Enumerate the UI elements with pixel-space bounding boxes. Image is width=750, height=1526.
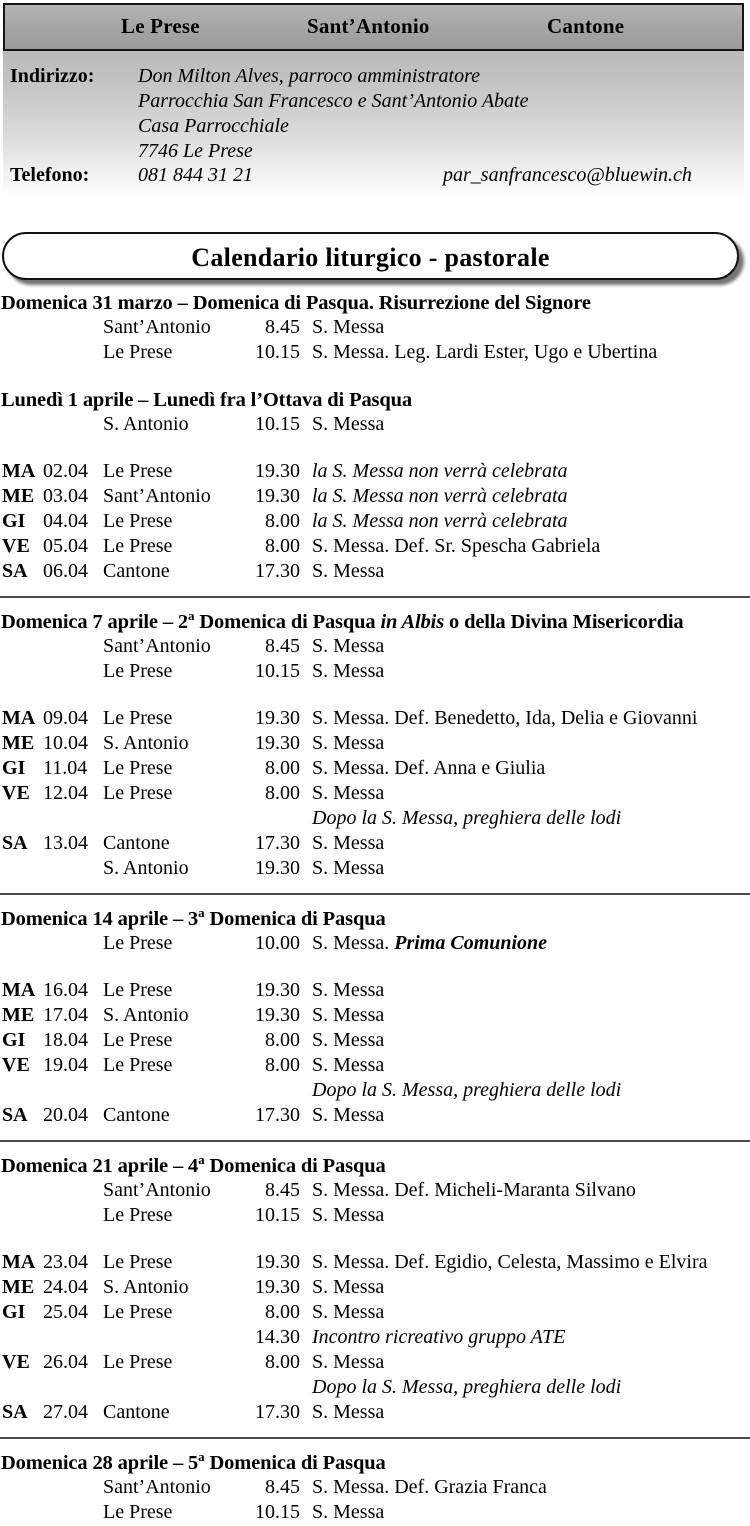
event-description: S. Messa. Def. Micheli-Maranta Silvano xyxy=(312,1179,636,1201)
parish-locations-bar xyxy=(3,3,744,51)
event-location: S. Antonio xyxy=(103,1276,189,1298)
calendar-event-row xyxy=(0,1401,750,1426)
calendar-event-row xyxy=(0,1204,750,1229)
calendar-event-row xyxy=(0,316,750,341)
spacer xyxy=(0,1129,750,1140)
calendar-event-row xyxy=(0,635,750,660)
event-description: S. Messa xyxy=(312,1004,385,1026)
event-description: S. Messa. Def. Egidio, Celesta, Massimo e Elvira xyxy=(312,1251,708,1273)
event-location: Le Prese xyxy=(103,660,173,682)
liturgical-calendar xyxy=(0,291,750,1526)
event-description: Dopo la S. Messa, preghiera delle lodi xyxy=(312,807,622,829)
event-location: S. Antonio xyxy=(103,732,189,754)
page-title: Calendario liturgico - pastorale xyxy=(191,243,550,272)
event-date: 03.04 xyxy=(43,485,88,507)
event-time: 19.30 xyxy=(255,707,300,729)
event-weekday: SA xyxy=(2,1401,28,1423)
event-date: 19.04 xyxy=(43,1054,88,1076)
calendar-event-row xyxy=(0,757,750,782)
spacer xyxy=(0,366,750,388)
event-time: 14.30 xyxy=(255,1326,300,1348)
event-description: S. Messa xyxy=(312,635,385,657)
event-time: 19.30 xyxy=(255,485,300,507)
calendar-event-row xyxy=(0,932,750,957)
event-location: Le Prese xyxy=(103,707,173,729)
spacer xyxy=(0,957,750,979)
week-heading-secondary: Lunedì 1 aprile – Lunedì fra l’Ottava di Pasqua xyxy=(1,389,412,411)
calendar-event-row xyxy=(0,1276,750,1301)
spacer xyxy=(0,1439,750,1451)
event-date: 09.04 xyxy=(43,707,88,729)
event-description: S. Messa. Def. Sr. Spescha Gabriela xyxy=(312,535,601,557)
event-description: S. Messa xyxy=(312,857,385,879)
event-location: Cantone xyxy=(103,832,170,854)
week-heading: Domenica 7 aprile – 2$^a$ Domenica di Pasqua in Albis o della Divina Misericordia xyxy=(1,608,684,633)
event-time: 19.30 xyxy=(255,732,300,754)
calendar-event-row xyxy=(0,732,750,757)
event-date: 02.04 xyxy=(43,460,88,482)
event-location: Le Prese xyxy=(103,460,173,482)
event-description: S. Messa xyxy=(312,316,385,338)
address-line-4: 7746 Le Prese xyxy=(138,140,253,162)
address-line-3: Casa Parrocchiale xyxy=(138,115,289,137)
event-location: Sant’Antonio xyxy=(103,316,211,338)
event-date: 18.04 xyxy=(43,1029,88,1051)
calendar-week-block xyxy=(0,1426,750,1526)
event-weekday: ME xyxy=(2,1276,35,1298)
event-weekday: MA xyxy=(2,460,36,482)
event-description: S. Messa xyxy=(312,1029,385,1051)
event-location: S. Antonio xyxy=(103,413,189,435)
event-weekday: MA xyxy=(2,979,36,1001)
event-location: Cantone xyxy=(103,1104,170,1126)
email-address[interactable]: par_sanfrancesco@bluewin.ch xyxy=(443,164,692,186)
week-heading: Domenica 21 aprile – 4$^a$ Domenica di Pasqua xyxy=(1,1152,386,1177)
calendar-event-row xyxy=(0,1501,750,1526)
event-time: 8.00 xyxy=(265,535,300,557)
event-location: Sant’Antonio xyxy=(103,1179,211,1201)
calendar-event-row xyxy=(0,1179,750,1204)
event-weekday: GI xyxy=(2,1301,26,1323)
event-location: Le Prese xyxy=(103,535,173,557)
event-description: S. Messa xyxy=(312,979,385,1001)
event-description: la S. Messa non verrà celebrata xyxy=(312,485,568,507)
event-weekday: SA xyxy=(2,560,28,582)
event-description: S. Messa xyxy=(312,413,385,435)
event-weekday: VE xyxy=(2,535,30,557)
event-weekday: VE xyxy=(2,1351,30,1373)
event-date: 27.04 xyxy=(43,1401,88,1423)
event-location: Le Prese xyxy=(103,1251,173,1273)
calendar-event-row xyxy=(0,413,750,438)
event-time: 19.30 xyxy=(255,979,300,1001)
event-weekday: ME xyxy=(2,732,35,754)
event-date: 04.04 xyxy=(43,510,88,532)
event-time: 8.00 xyxy=(265,757,300,779)
event-weekday: VE xyxy=(2,782,30,804)
event-description: S. Messa xyxy=(312,1276,385,1298)
event-date: 26.04 xyxy=(43,1351,88,1373)
parish-contact-panel xyxy=(3,51,744,196)
event-time: 8.00 xyxy=(265,1029,300,1051)
event-description: S. Messa xyxy=(312,1054,385,1076)
phone-label: Telefono: xyxy=(10,164,90,186)
event-location: Cantone xyxy=(103,1401,170,1423)
event-description: S. Messa xyxy=(312,1204,385,1226)
event-description: S. Messa xyxy=(312,1351,385,1373)
event-description: S. Messa. Def. Anna e Giulia xyxy=(312,757,546,779)
event-time: 8.00 xyxy=(265,510,300,532)
event-description: Dopo la S. Messa, preghiera delle lodi xyxy=(312,1079,622,1101)
event-location: Le Prese xyxy=(103,1351,173,1373)
event-weekday: ME xyxy=(2,485,35,507)
event-weekday: MA xyxy=(2,1251,36,1273)
event-time: 8.00 xyxy=(265,1351,300,1373)
parish-column-santantonio: Sant’Antonio xyxy=(307,14,430,38)
event-time: 8.45 xyxy=(265,316,300,338)
event-time: 8.00 xyxy=(265,1301,300,1323)
event-date: 23.04 xyxy=(43,1251,88,1273)
event-date: 13.04 xyxy=(43,832,88,854)
event-location: Le Prese xyxy=(103,1204,173,1226)
calendar-event-row xyxy=(0,460,750,485)
address-line-2: Parrocchia San Francesco e Sant’Antonio Abate xyxy=(138,90,529,112)
calendar-title-box xyxy=(2,232,739,280)
event-location: Le Prese xyxy=(103,932,173,954)
event-description: S. Messa. Leg. Lardi Ester, Ugo e Ubertina xyxy=(312,341,658,363)
event-description: Dopo la S. Messa, preghiera delle lodi xyxy=(312,1376,622,1398)
calendar-event-row xyxy=(0,979,750,1004)
week-heading: Domenica 31 marzo – Domenica di Pasqua. Risurrezione del Signore xyxy=(1,292,591,314)
event-time: 10.15 xyxy=(255,341,300,363)
event-weekday: VE xyxy=(2,1054,30,1076)
event-description: Incontro ricreativo gruppo ATE xyxy=(312,1326,566,1348)
phone-number: 081 844 31 21 xyxy=(138,164,253,186)
calendar-event-row xyxy=(0,341,750,366)
calendar-week-block xyxy=(0,291,750,585)
calendar-event-row xyxy=(0,782,750,807)
event-description: la S. Messa non verrà celebrata xyxy=(312,510,568,532)
calendar-event-row xyxy=(0,857,750,882)
calendar-event-row xyxy=(0,1004,750,1029)
calendar-event-row xyxy=(0,1351,750,1376)
event-location: Le Prese xyxy=(103,1501,173,1523)
event-time: 8.45 xyxy=(265,635,300,657)
event-time: 19.30 xyxy=(255,460,300,482)
calendar-event-row xyxy=(0,1301,750,1326)
event-weekday: SA xyxy=(2,832,28,854)
calendar-event-row xyxy=(0,1251,750,1276)
spacer xyxy=(0,585,750,596)
calendar-event-row xyxy=(0,1029,750,1054)
event-description: S. Messa xyxy=(312,660,385,682)
spacer xyxy=(0,1142,750,1154)
event-date: 06.04 xyxy=(43,560,88,582)
event-description: S. Messa. Def. Grazia Franca xyxy=(312,1476,547,1498)
event-date: 12.04 xyxy=(43,782,88,804)
event-date: 25.04 xyxy=(43,1301,88,1323)
event-time: 19.30 xyxy=(255,1004,300,1026)
spacer xyxy=(0,685,750,707)
calendar-event-row xyxy=(0,1376,750,1401)
event-location: S. Antonio xyxy=(103,1004,189,1026)
event-location: Le Prese xyxy=(103,341,173,363)
spacer xyxy=(0,598,750,610)
event-date: 16.04 xyxy=(43,979,88,1001)
calendar-event-row xyxy=(0,535,750,560)
event-time: 10.15 xyxy=(255,413,300,435)
event-time: 19.30 xyxy=(255,1251,300,1273)
parish-header-box xyxy=(3,3,744,196)
event-time: 17.30 xyxy=(255,832,300,854)
event-location: Sant’Antonio xyxy=(103,1476,211,1498)
calendar-event-row xyxy=(0,660,750,685)
event-location: Le Prese xyxy=(103,979,173,1001)
event-location: Le Prese xyxy=(103,510,173,532)
event-time: 17.30 xyxy=(255,1104,300,1126)
calendar-event-row xyxy=(0,485,750,510)
event-time: 10.15 xyxy=(255,1204,300,1226)
parish-column-le-prese: Le Prese xyxy=(121,14,200,38)
event-description: S. Messa xyxy=(312,732,385,754)
address-line-1: Don Milton Alves, parroco amministratore xyxy=(138,65,481,87)
calendar-week-block xyxy=(0,585,750,882)
calendar-week-block xyxy=(0,1129,750,1426)
parish-column-cantone: Cantone xyxy=(547,14,625,38)
event-time: 17.30 xyxy=(255,1401,300,1423)
event-time: 10.15 xyxy=(255,660,300,682)
event-description: S. Messa xyxy=(312,782,385,804)
event-date: 24.04 xyxy=(43,1276,88,1298)
event-weekday: GI xyxy=(2,757,26,779)
event-time: 17.30 xyxy=(255,560,300,582)
calendar-event-row xyxy=(0,1326,750,1351)
event-time: 10.15 xyxy=(255,1501,300,1523)
event-time: 8.45 xyxy=(265,1476,300,1498)
event-date: 17.04 xyxy=(43,1004,88,1026)
address-label: Indirizzo: xyxy=(10,65,95,87)
calendar-event-row xyxy=(0,1079,750,1104)
event-location: Sant’Antonio xyxy=(103,485,211,507)
event-location: Le Prese xyxy=(103,757,173,779)
event-description: S. Messa xyxy=(312,560,385,582)
event-location: Le Prese xyxy=(103,1301,173,1323)
event-time: 8.00 xyxy=(265,1054,300,1076)
calendar-event-row xyxy=(0,707,750,732)
calendar-event-row xyxy=(0,510,750,535)
event-weekday: GI xyxy=(2,510,26,532)
week-heading: Domenica 14 aprile – 3$^a$ Domenica di Pasqua xyxy=(1,905,386,930)
event-date: 10.04 xyxy=(43,732,88,754)
calendar-event-row xyxy=(0,560,750,585)
calendar-event-row xyxy=(0,807,750,832)
event-location: Le Prese xyxy=(103,1029,173,1051)
calendar-event-row xyxy=(0,1054,750,1079)
week-heading: Domenica 28 aprile – 5$^a$ Domenica di Pasqua xyxy=(1,1449,386,1474)
calendar-event-row xyxy=(0,1104,750,1129)
event-location: Le Prese xyxy=(103,782,173,804)
event-time: 19.30 xyxy=(255,857,300,879)
event-description: S. Messa xyxy=(312,1104,385,1126)
event-date: 11.04 xyxy=(43,757,88,779)
calendar-event-row xyxy=(0,832,750,857)
event-time: 8.00 xyxy=(265,782,300,804)
spacer xyxy=(0,1426,750,1437)
event-description: S. Messa xyxy=(312,1501,385,1523)
event-location: Cantone xyxy=(103,560,170,582)
event-date: 05.04 xyxy=(43,535,88,557)
event-description: S. Messa xyxy=(312,832,385,854)
event-description: S. Messa. Def. Benedetto, Ida, Delia e Giovanni xyxy=(312,707,698,729)
event-description: S. Messa xyxy=(312,1401,385,1423)
event-date: 20.04 xyxy=(43,1104,88,1126)
spacer xyxy=(0,895,750,907)
event-location: Le Prese xyxy=(103,1054,173,1076)
event-location: S. Antonio xyxy=(103,857,189,879)
calendar-event-row xyxy=(0,1476,750,1501)
spacer xyxy=(0,1229,750,1251)
event-description: S. Messa. Prima Comunione xyxy=(312,932,548,954)
spacer xyxy=(0,882,750,893)
event-location: Sant’Antonio xyxy=(103,635,211,657)
event-weekday: MA xyxy=(2,707,36,729)
event-time: 10.00 xyxy=(255,932,300,954)
event-description: la S. Messa non verrà celebrata xyxy=(312,460,568,482)
calendar-week-block xyxy=(0,882,750,1129)
event-time: 19.30 xyxy=(255,1276,300,1298)
event-weekday: ME xyxy=(2,1004,35,1026)
event-weekday: GI xyxy=(2,1029,26,1051)
event-weekday: SA xyxy=(2,1104,28,1126)
event-description: S. Messa xyxy=(312,1301,385,1323)
event-time: 8.45 xyxy=(265,1179,300,1201)
spacer xyxy=(0,438,750,460)
